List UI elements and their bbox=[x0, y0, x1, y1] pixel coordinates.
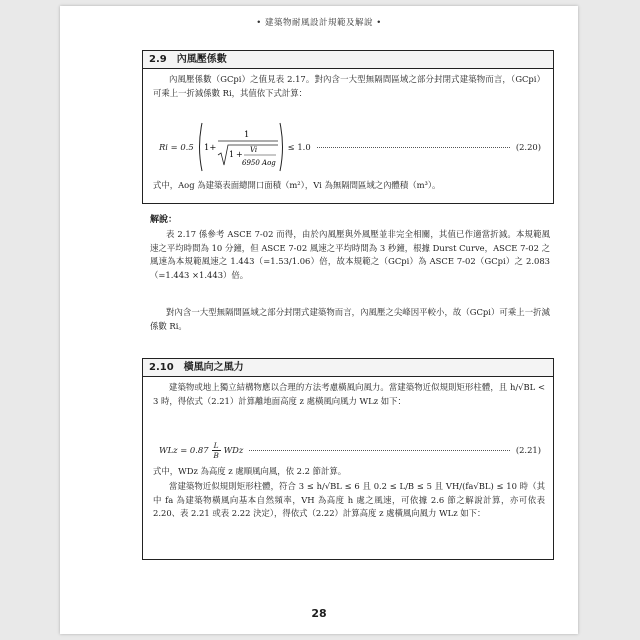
section2-paragraph-3: 當建築物近似規則矩形柱體，符合 3 ≤ h/√BL ≤ 6 且 0.2 ≤ L/B ≤ 5 且 VH/(fa√BL) ≤ 10 時（其中 fa 為建築物橫風向基本自然頻率，VH 為高度 h 處之風速，可依據 2.6 節之解說計算，亦可依表 2.20、表 2.21 或表 2.22 決定），得依式（2.22）計算高度 z 處橫風向風力 WLz 如下： bbox=[153, 481, 545, 519]
fraction-vi: Vi bbox=[249, 146, 257, 154]
equation-number-2: (2.21) bbox=[515, 445, 541, 455]
svg-text:+: + bbox=[235, 150, 243, 159]
fraction-b: B bbox=[213, 450, 219, 460]
section-paragraph-2: 式中，Aog 為建築表面總開口面積（m²），Vi 為無隔間區域之內體積（m³）。 bbox=[153, 180, 441, 190]
fraction-numerator: 1 bbox=[243, 129, 249, 139]
equation-2-21 bbox=[159, 437, 541, 463]
section2-paragraph-2: 式中，WDz 為高度 z 處順風向風，依 2.2 節計算。 bbox=[153, 466, 347, 476]
commentary-paragraph-2: 對內含一大型無隔間區域之部分封閉式建築物而言，內風壓之尖峰因平較小，故（GCpi）可乘上一折減係數 Ri。 bbox=[150, 307, 550, 331]
leader-dots-2 bbox=[249, 450, 510, 451]
fraction-l: L bbox=[213, 440, 219, 450]
equation-2-20 bbox=[159, 119, 541, 175]
commentary-paragraph-1: 表 2.17 係參考 ASCE 7-02 而得，由於內風壓與外風壓並非完全相關，其值已作適當折減。本規範風速之平均時間為 10 分鐘，但 ASCE 7-02 風速之平均時間為 3 秒鐘，根據 Durst Curve，ASCE 7-02 之風速為本規範風速之 1.443（=1.53/1.06）倍，故本規範之（GCpi）為 ASCE 7-02（GCpi）之 2.083（=1.443 ×1.443）倍。 bbox=[150, 229, 550, 280]
equation-lhs: Ri = 0.5 bbox=[159, 142, 194, 152]
section-box-2-10 bbox=[142, 358, 554, 560]
section-title-2-10: 2.10 橫風向之風力 bbox=[143, 359, 553, 377]
equation-lhs-2: WLz = 0.87 bbox=[159, 445, 209, 455]
page-number: 28 bbox=[311, 607, 327, 620]
fraction-one: 1 bbox=[228, 150, 234, 159]
equation-rhs-2: WDz bbox=[223, 445, 244, 455]
equation-number: (2.20) bbox=[515, 142, 541, 152]
fraction-denominator: 6950 Aog bbox=[241, 159, 276, 167]
equation-fraction bbox=[196, 119, 286, 175]
running-header: • 建築物耐風設計規範及解說 • bbox=[256, 18, 382, 28]
equation-fraction-lb bbox=[212, 441, 221, 460]
svg-text:1+: 1+ bbox=[203, 142, 217, 152]
section-paragraph: 內風壓係數（GCpi）之值見表 2.17。對內含一大型無隔間區域之部分封閉式建築物而言，（GCpi）可乘上一折減係數 Ri，其值依下式計算： bbox=[153, 74, 545, 98]
leader-dots bbox=[317, 147, 510, 148]
section2-paragraph-1: 建築物或地上獨立結構物應以合理的方法考慮橫風向風力。當建築物近似規則矩形柱體，且 h/√BL < 3 時，得依式（2.21）計算離地面高度 z 處橫風向風力 WLz 如下： bbox=[153, 382, 545, 406]
commentary-title: 解說： bbox=[150, 215, 178, 225]
document-page bbox=[60, 6, 578, 634]
equation-rhs: ≤ 1.0 bbox=[287, 142, 311, 152]
section-title: 2.9 內風壓係數 bbox=[143, 51, 553, 69]
section-box-2-9 bbox=[142, 50, 554, 204]
